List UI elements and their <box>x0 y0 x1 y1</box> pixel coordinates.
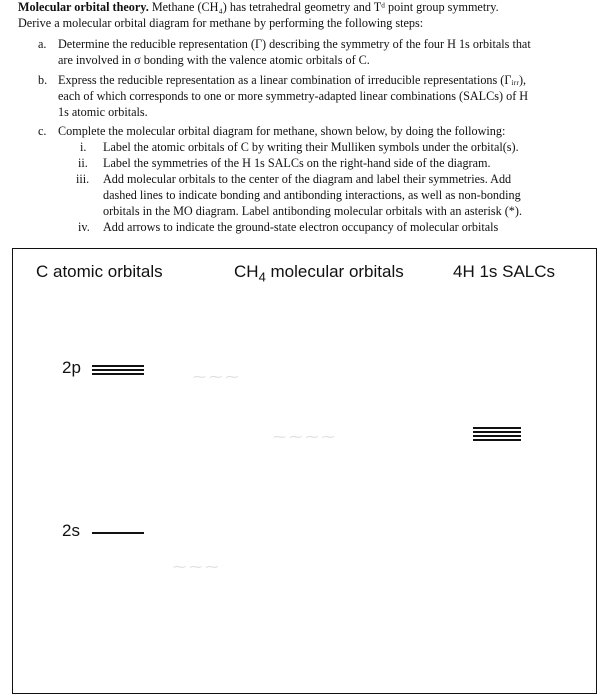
problem-title: Molecular orbital theory. <box>18 0 149 14</box>
bleed-through-text: ⁓ ⁓ ⁓ ⁓ <box>273 429 335 444</box>
c-2p-orbital-3[interactable] <box>92 373 144 375</box>
h-salc-orbital-1[interactable] <box>473 427 521 429</box>
label-2p: 2p <box>62 358 81 377</box>
c-2s-orbital[interactable] <box>92 532 144 534</box>
step-iv-line-1: Add arrows to indicate the ground-state electron occupancy of molecular orbitals <box>103 220 499 234</box>
step-b-line-1: Express the reducible representation as a linear combination of irreducible representations (Γᵢᵣᵣ), <box>58 73 527 87</box>
step-iii-line-2: dashed lines to indicate bonding and antibonding interactions, as well as non-bonding <box>103 188 521 202</box>
h-salc-orbital-2[interactable] <box>473 431 521 433</box>
h-salc-orbital-4[interactable] <box>473 439 521 441</box>
step-i-line-1: Label the atomic orbitals of C by writing their Mulliken symbols under the orbital(s). <box>103 140 519 154</box>
step-a-line-2: are involved in σ bonding with the valence atomic orbitals of C. <box>58 53 370 67</box>
header-ch4-text: molecular orbitals <box>265 262 404 281</box>
problem-text <box>0 0 608 245</box>
step-b-line-2: each of which corresponds to one or more symmetry-adapted linear combinations (SALCs) of H <box>58 89 529 103</box>
intro-text-1: Methane (CH₄) has tetrahedral geometry and Tᵈ point group symmetry. <box>148 0 499 14</box>
step-c-line-1: Complete the molecular orbital diagram for methane, shown below, by doing the following: <box>58 124 506 138</box>
step-iii-marker: iii. <box>76 172 90 186</box>
label-2s: 2s <box>62 521 80 540</box>
bleed-through-text: ⁓ ⁓ ⁓ <box>193 369 239 384</box>
header-ch4-molecular-orbitals <box>234 262 404 284</box>
intro-line-1 <box>18 0 499 15</box>
h-salc-orbital-3[interactable] <box>473 435 521 437</box>
header-ch4-subscript: 4 <box>258 269 266 285</box>
step-b-line-3: 1s atomic orbitals. <box>58 105 148 119</box>
step-ii-marker: ii. <box>78 156 88 170</box>
bleed-through-text: ⁓ ⁓ ⁓ <box>173 559 219 574</box>
step-b-marker: b. <box>38 73 48 87</box>
step-a-line-1: Determine the reducible representation (Γ) describing the symmetry of the four H 1s orbitals that <box>58 37 531 51</box>
step-iii-line-1: Add molecular orbitals to the center of the diagram and label their symmetries. Add <box>103 172 512 186</box>
c-2p-orbital-1[interactable] <box>92 365 144 367</box>
header-c-atomic-orbitals: C atomic orbitals <box>36 262 163 281</box>
intro-line-2: Derive a molecular orbital diagram for methane by performing the following steps: <box>18 16 424 30</box>
header-ch4-formula: CH <box>234 262 259 281</box>
mo-diagram-panel <box>12 248 597 694</box>
step-ii-line-1: Label the symmetries of the H 1s SALCs on the right-hand side of the diagram. <box>103 156 491 170</box>
step-c-marker: c. <box>38 124 47 138</box>
header-4h-1s-salcs: 4H 1s SALCs <box>453 262 556 281</box>
c-2p-orbital-2[interactable] <box>92 369 144 371</box>
step-i-marker: i. <box>80 140 87 154</box>
step-iii-line-3: orbitals in the MO diagram. Label antibonding molecular orbitals with an asterisk (*). <box>103 204 523 218</box>
step-a-marker: a. <box>38 37 47 51</box>
step-iv-marker: iv. <box>78 220 90 234</box>
